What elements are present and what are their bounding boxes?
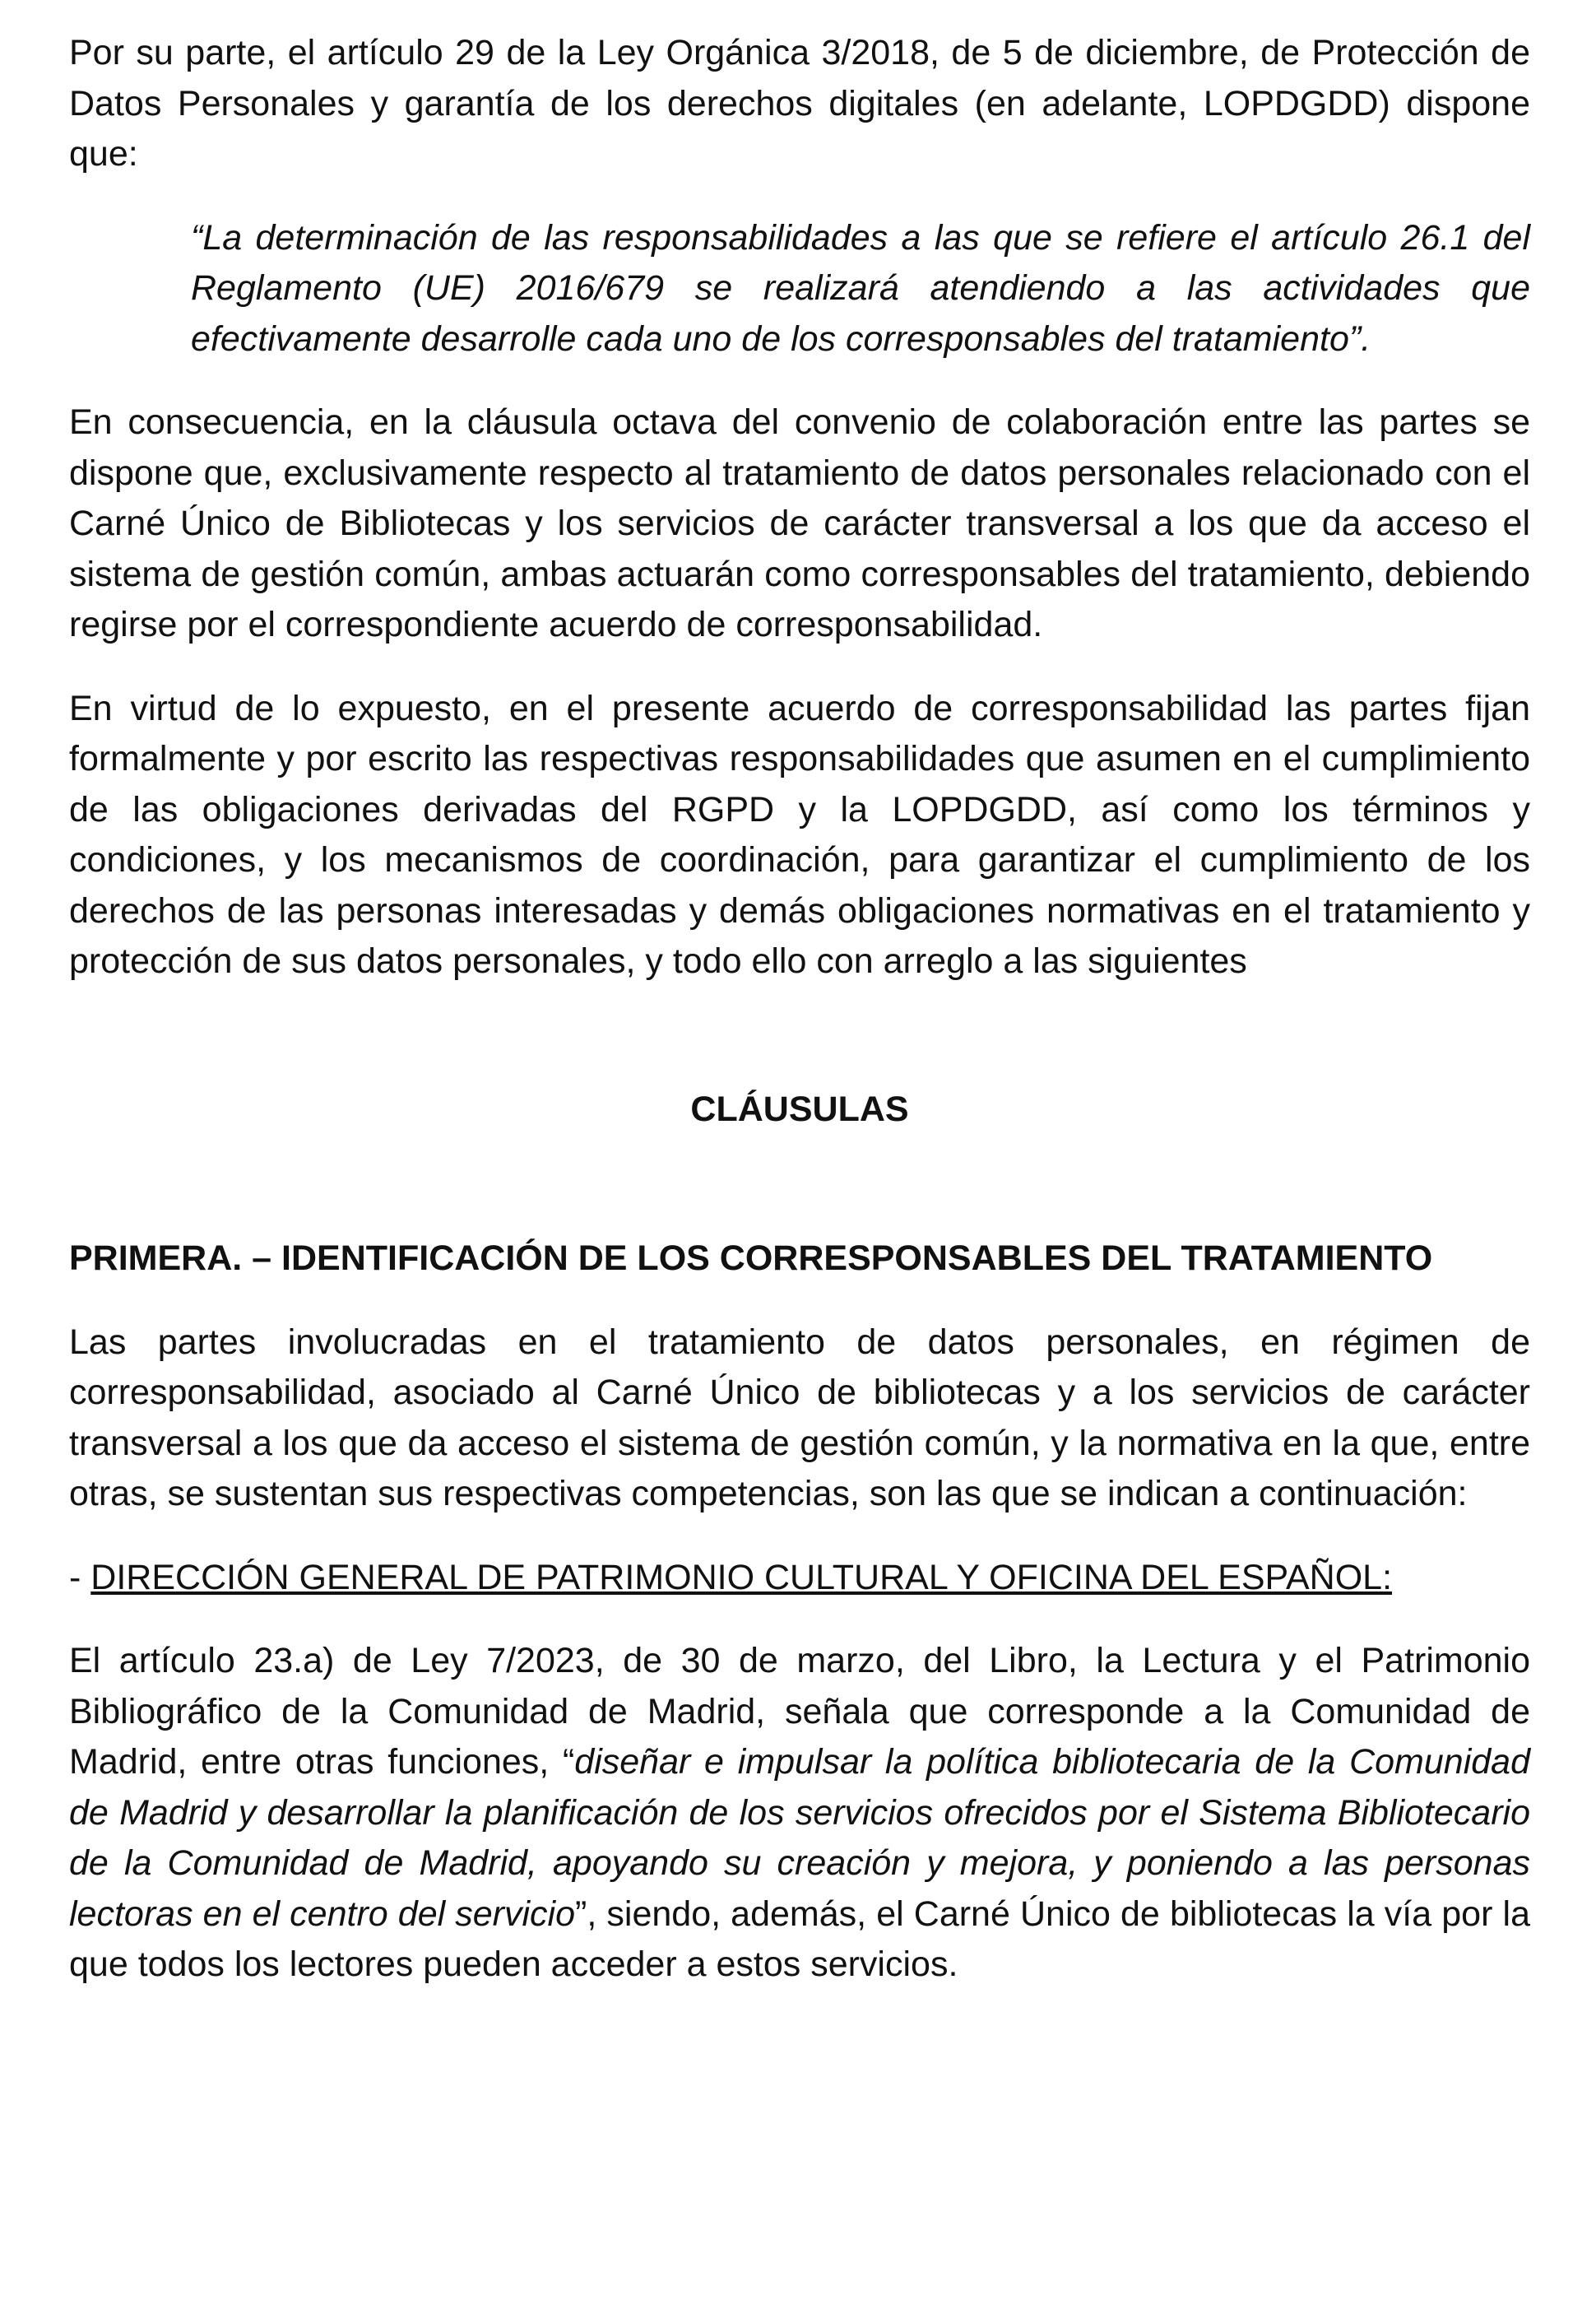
paragraph-articulo-23-quote: diseñar e impulsar la política bibliotecaria de la Comunidad de Madrid y desarrollar la planificación de los servicios ofrecidos por el Sistema Bibliotecario de la Comunidad de Madrid, apoyando su creación y mejora, y poniendo a las personas lectoras en el centro del servicio [69, 1742, 1530, 1934]
paragraph-articulo-23-part2: ”, siendo, además, el Carné Único de bibliotecas la vía por la que todos los lectores pueden acceder a estos servicios. [69, 1893, 1530, 1984]
paragraph-articulo-23-part1: El artículo 23.a) de Ley 7/2023, de 30 de marzo, del Libro, la Lectura y el Patrimonio Bibliográfico de la Comunidad de Madrid, señala que corresponde a la Comunidad de Madrid, entre otras funciones, “ [69, 1641, 1530, 1782]
quote-article-29: “La determinación de las responsabilidades a las que se refiere el artículo 26.1 del Reglamento (UE) 2016/679 se realizará atendiendo a las actividades que efectivamente desarrolle cada uno de los corresponsables del tratamiento”. [191, 217, 1530, 359]
subheading-title: DIRECCIÓN GENERAL DE PATRIMONIO CULTURAL Y OFICINA DEL ESPAÑOL: [90, 1557, 1393, 1597]
primera-heading: PRIMERA. – IDENTIFICACIÓN DE LOS CORRESPONSABLES DEL TRATAMIENTO [69, 1238, 1433, 1278]
paragraph-lopdgdd-intro: Por su parte, el artículo 29 de la Ley Orgánica 3/2018, de 5 de diciembre, de Protección de Datos Personales y garantía de los derechos digitales (en adelante, LOPDGDD) dispone que: [69, 33, 1530, 174]
clausulas-heading: CLÁUSULAS [690, 1089, 909, 1129]
paragraph-partes-involucradas: Las partes involucradas en el tratamiento de datos personales, en régimen de corresponsabilidad, asociado al Carné Único de bibliotecas y a los servicios de carácter transversal a los que da acceso el sistema de gestión común, y la normativa en la que, entre otras, se sustentan sus respectivas competencias, son las que se indican a continuación: [69, 1322, 1530, 1513]
paragraph-consecuencia: En consecuencia, en la cláusula octava del convenio de colaboración entre las partes se dispone que, exclusivamente respecto al tratamiento de datos personales relacionado con el Carné Único de Bibliotecas y los servicios de carácter transversal a los que da acceso el sistema de gestión común, ambas actuarán como corresponsables del tratamiento, debiendo regirse por el correspondiente acuerdo de corresponsabilidad. [69, 402, 1530, 644]
subheading-direccion-general [69, 1553, 1530, 1604]
paragraph-articulo-23 [69, 1636, 1530, 1991]
paragraph-virtud: En virtud de lo expuesto, en el presente acuerdo de corresponsabilidad las partes fijan formalmente y por escrito las respectivas responsabilidades que asumen en el cumplimiento de las obligaciones derivadas del RGPD y la LOPDGDD, así como los términos y condiciones, y los mecanismos de coordinación, para garantizar el cumplimiento de los derechos de las personas interesadas y demás obligaciones normativas en el tratamiento y protección de sus datos personales, y todo ello con arreglo a las siguientes [69, 688, 1530, 981]
subheading-prefix: - [69, 1557, 91, 1597]
document-page [69, 28, 1530, 1991]
